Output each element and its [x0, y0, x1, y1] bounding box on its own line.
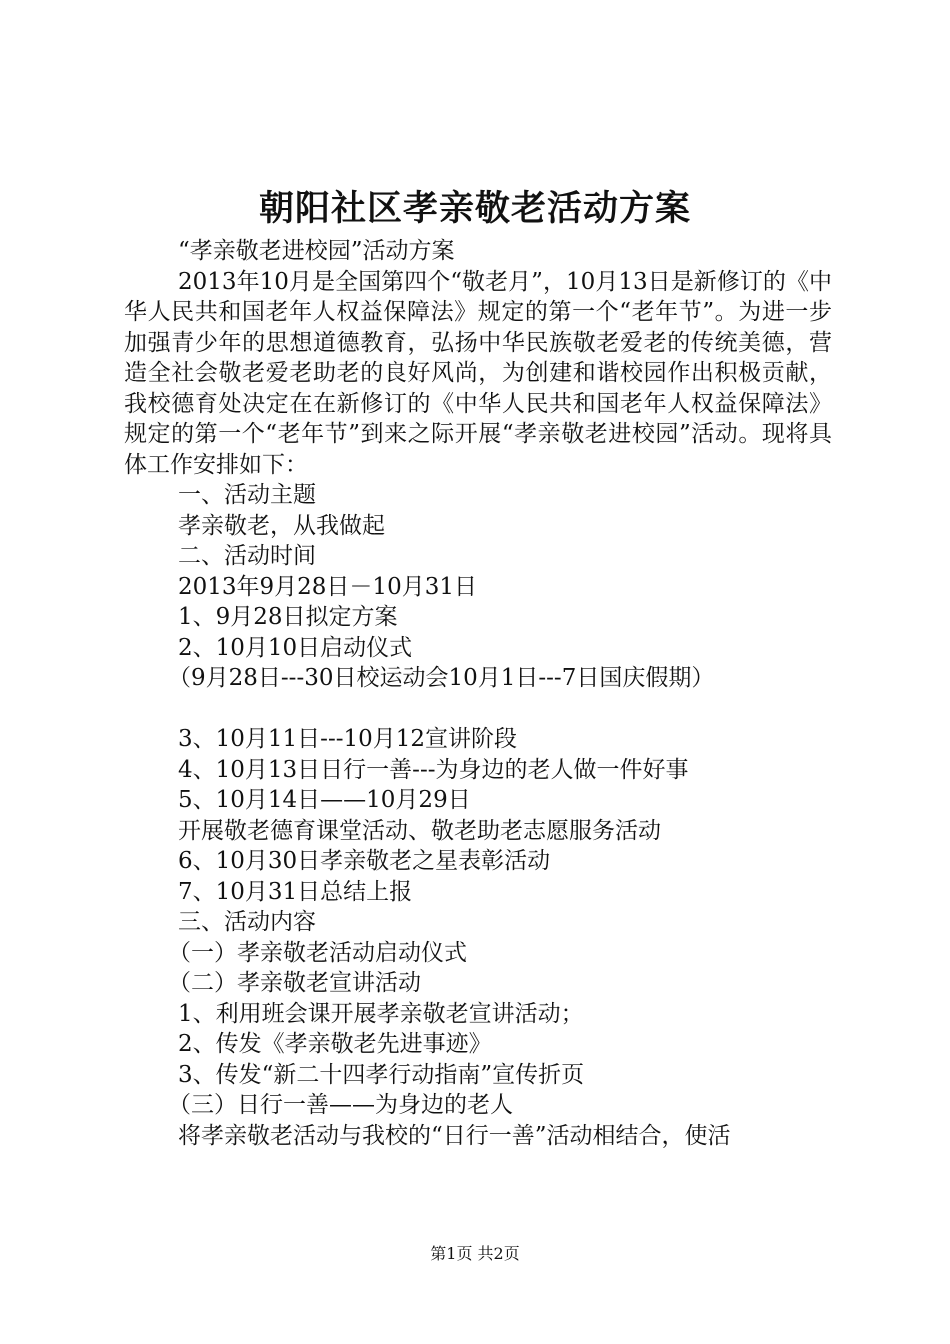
text-line: 2、传发《孝亲敬老先进事迹》 [178, 1031, 492, 1057]
text-line: 将孝亲敬老活动与我校的“日行一善”活动相结合，使活 [178, 1122, 731, 1149]
text-line: 7、10月31日总结上报 [178, 878, 413, 905]
blank-line [124, 694, 832, 725]
document-body [124, 236, 832, 1151]
intro-paragraph: 2013年10月是全国第四个“敬老月”，10月13日是新修订的《中华人民共和国老年人权益保障法》规定的第一个“老年节”。为进一步加强青少年的思想道德教育，弘扬中华民族敬老爱老的传统美德，营造全社会敬老爱老助老的良好风尚，为创建和谐校园作出积极贡献，我校德育处决定在在新修订的《中华人民共和国老年人权益保障法》规定的第一个“老年节”到来之际开展“孝亲敬老进校园”活动。现将具体工作安排如下： [124, 268, 832, 478]
section-heading: 一、活动主题 [178, 482, 316, 508]
text-line: （9月28日---30日校运动会10月1日---7日国庆假期） [168, 665, 715, 691]
subtitle: “孝亲敬老进校园”活动方案 [178, 238, 455, 264]
section-heading: 二、活动时间 [178, 543, 316, 569]
text-line: 1、利用班会课开展孝亲敬老宣讲活动； [178, 1000, 584, 1027]
subsection-heading: （三）日行一善——为身边的老人 [168, 1092, 513, 1118]
text-line: 开展敬老德育课堂活动、敬老助老志愿服务活动 [178, 817, 661, 844]
text-line: 4、10月13日日行一善---为身边的老人做一件好事 [178, 756, 689, 783]
subsection-heading: （一）孝亲敬老活动启动仪式 [168, 939, 467, 966]
page-footer: 第1页 共2页 [430, 1244, 520, 1263]
text-line: 2、10月10日启动仪式 [178, 634, 413, 661]
section-heading: 三、活动内容 [178, 909, 316, 935]
text-line: 3、10月11日---10月12宣讲阶段 [178, 726, 518, 752]
text-line: 5、10月14日——10月29日 [178, 787, 471, 813]
document-title: 朝阳社区孝亲敬老活动方案 [258, 188, 691, 229]
text-line: 3、传发“新二十四孝行动指南”宣传折页 [178, 1061, 585, 1088]
text-line: 6、10月30日孝亲敬老之星表彰活动 [178, 848, 551, 874]
text-line: 1、9月28日拟定方案 [178, 604, 398, 630]
subsection-heading: （二）孝亲敬老宣讲活动 [168, 970, 421, 996]
text-line: 孝亲敬老，从我做起 [178, 512, 385, 539]
text-line: 2013年9月28日－10月31日 [178, 573, 477, 600]
